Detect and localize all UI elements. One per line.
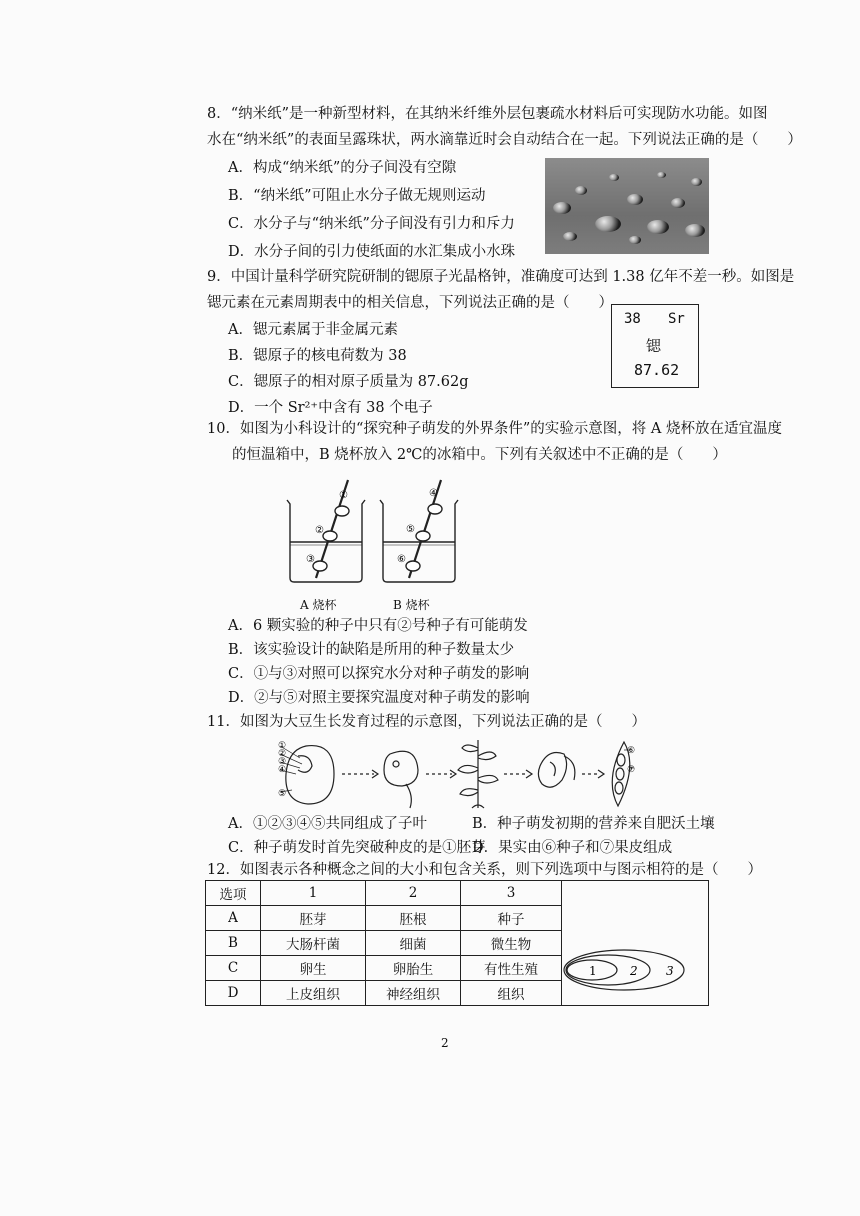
table-cell: 种子: [461, 906, 562, 931]
q9-option-c: C．锶原子的相对原子质量为 87.62g: [228, 374, 469, 390]
q8-line2: 水在“纳米纸”的表面呈露珠状，两水滴靠近时会自动结合在一起。下列说法正确的是（ ）: [207, 132, 802, 148]
q10-line2: 的恒温箱中，B 烧杯放入 2℃的冰箱中。下列有关叙述中不正确的是（ ）: [232, 447, 727, 463]
atomic-number: 38: [624, 311, 641, 327]
beaker-a-caption: A 烧杯: [300, 598, 337, 612]
q9-line1: 9．中国计量科学研究院研制的锶原子光晶格钟，准确度可达到 1.38 亿年不差一秒。如图是: [207, 269, 795, 285]
q8-option-b: B．“纳米纸”可阻止水分子做无规则运动: [228, 188, 486, 204]
beakers-diagram: [282, 478, 472, 588]
q10-option-a: A．6 颗实验的种子中只有②号种子有可能萌发: [228, 618, 528, 634]
table-cell: 细菌: [366, 931, 461, 956]
q11-option-d: D．果实由⑥种子和⑦果皮组成: [472, 840, 673, 856]
q8-option-d: D．水分子间的引力使纸面的水汇集成小水珠: [228, 244, 516, 260]
q11-line1: 11．如图为大豆生长发育过程的示意图，下列说法正确的是（ ）: [207, 714, 646, 730]
ellipse-label-1: 1: [589, 964, 597, 978]
q10-option-b: B．该实验设计的缺陷是所用的种子数量太少: [228, 642, 515, 658]
table-cell: 大肠杆菌: [261, 931, 366, 956]
table-cell: 卵胎生: [366, 956, 461, 981]
table-cell: 有性生殖: [461, 956, 562, 981]
q12-line1: 12．如图表示各种概念之间的大小和包含关系，则下列选项中与图示相符的是（ ）: [207, 862, 762, 878]
germinating-seed: [384, 751, 418, 808]
page-number: 2: [441, 1036, 449, 1050]
q8-line1: 8．“纳米纸”是一种新型材料，在其纳米纤维外层包裹疏水材料后可实现防水功能。如图: [207, 106, 768, 122]
table-header-cell: 3: [461, 881, 562, 906]
q10-line1: 10．如图为小科设计的“探究种子萌发的外界条件”的实验示意图，将 A 烧杯放在适宜温度: [207, 421, 782, 437]
q11-option-a: A．①②③④⑤共同组成了子叶: [228, 816, 427, 832]
table-cell: 胚芽: [261, 906, 366, 931]
beaker-a: [287, 480, 365, 582]
pod-label-6: ⑥: [627, 746, 636, 756]
atomic-mass: 87.62: [634, 361, 680, 379]
soybean-seed: [280, 746, 334, 804]
beaker-b-label-4: ④: [429, 488, 438, 499]
concept-table: [205, 880, 709, 1006]
q10-option-d: D．②与⑤对照主要探究温度对种子萌发的影响: [228, 690, 530, 706]
nested-ellipses-diagram: [562, 884, 708, 1002]
table-cell: 胚根: [366, 906, 461, 931]
table-cell: B: [206, 931, 261, 956]
table-cell: C: [206, 956, 261, 981]
beaker-b: [380, 480, 458, 582]
beaker-a-label-3: ③: [306, 554, 315, 565]
q9-option-a: A．锶元素属于非金属元素: [228, 322, 398, 338]
beaker-b-caption: B 烧杯: [393, 598, 430, 612]
q9-option-d: D．一个 Sr²⁺中含有 38 个电子: [228, 400, 433, 416]
table-cell: 微生物: [461, 931, 562, 956]
element-symbol: Sr: [668, 311, 685, 327]
table-cell: 卵生: [261, 956, 366, 981]
beaker-a-label-2: ②: [315, 525, 324, 536]
seed-label-1: ①: [278, 741, 287, 751]
q10-option-c: C．①与③对照可以探究水分对种子萌发的影响: [228, 666, 530, 682]
table-header-cell: 2: [366, 881, 461, 906]
q9-option-b: B．锶原子的核电荷数为 38: [228, 348, 407, 364]
table-header-cell: 1: [261, 881, 366, 906]
table-cell: 组织: [461, 981, 562, 1006]
ellipse-label-3: 3: [666, 964, 674, 978]
table-header-cell: 选项: [206, 881, 261, 906]
beaker-a-label-1: ①: [339, 490, 348, 501]
table-cell: 上皮组织: [261, 981, 366, 1006]
table-cell: A: [206, 906, 261, 931]
beaker-b-label-5: ⑤: [406, 524, 415, 535]
table-cell: D: [206, 981, 261, 1006]
strontium-element-card: [611, 304, 699, 388]
pod-label-7: ⑦: [627, 765, 636, 775]
table-cell: 神经组织: [366, 981, 461, 1006]
q11-option-c: C．种子萌发时首先突破种皮的是①胚芽: [228, 840, 486, 856]
water-droplet-photo: [545, 158, 709, 254]
seed-label-2: ②: [278, 749, 287, 759]
q9-line2: 锶元素在元素周期表中的相关信息，下列说法正确的是（ ）: [207, 295, 613, 311]
soybean-growth-diagram: [278, 736, 638, 812]
table-header-row: [206, 881, 709, 906]
ellipse-diagram-cell: [562, 881, 709, 1006]
beaker-b-label-6: ⑥: [397, 554, 406, 565]
soybean-flower: [538, 753, 574, 788]
ellipse-label-2: 2: [630, 964, 638, 978]
seed-label-4: ④: [278, 765, 287, 775]
element-name: 锶: [646, 337, 662, 355]
q11-option-b: B．种子萌发初期的营养来自肥沃土壤: [472, 816, 715, 832]
seed-label-5: ⑤: [278, 789, 287, 799]
soybean-plant: [458, 740, 498, 808]
q8-option-a: A．构成“纳米纸”的分子间没有空隙: [228, 160, 457, 176]
q8-option-c: C．水分子与“纳米纸”分子间没有引力和斥力: [228, 216, 515, 232]
seed-label-3: ③: [278, 757, 287, 767]
